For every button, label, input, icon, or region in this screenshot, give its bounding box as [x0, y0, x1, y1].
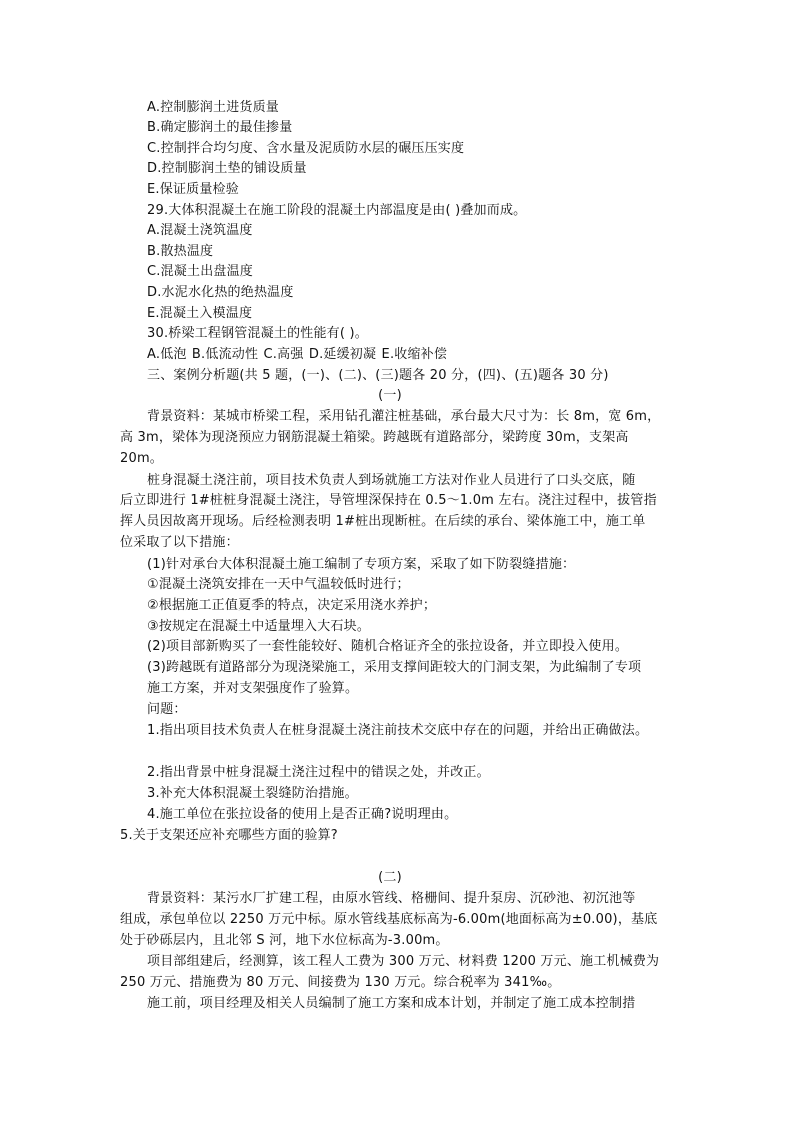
q29-option-b: B.散热温度 — [147, 244, 214, 259]
questions-label: 问题： — [147, 702, 187, 717]
q29-option-e: E.混凝土入模温度 — [147, 306, 253, 321]
case-one-heading: (一) — [378, 388, 402, 403]
option-a-line: A.控制膨润土进货质量 — [147, 100, 279, 115]
q30-options: A.低泡 B.低流动性 C.高强 D.延缓初凝 E.收缩补偿 — [147, 347, 448, 362]
case-two-background-3: 处于砂砾层内，且北邻 S 河，地下水位标高为-3.00m。 — [120, 933, 449, 948]
measure-1: (1)针对承台大体积混凝土施工编制了专项方案，采取了如下防裂缝措施： — [147, 557, 576, 572]
case-two-background-2: 组成，承包单位以 2250 万元中标。原水管线基底标高为-6.00m(地面标高为±0.00)，基底 — [120, 912, 658, 927]
case-one-background-2: 高 3m，梁体为现浇预应力钢筋混凝土箱梁。跨越既有道路部分，梁跨度 30m，支架高 — [120, 430, 629, 445]
case-one-para-2: 后立即进行 1#桩桩身混凝土浇注，导管埋深保持在 0.5～1.0m 左右。浇注过程中，拔管指 — [120, 493, 657, 508]
case-one-para-3: 挥人员因故离开现场。后经检测表明 1#桩出现断桩。在后续的承台、梁体施工中，施工单 — [120, 514, 646, 529]
case-two-para-3: 施工前，项目经理及相关人员编制了施工方案和成本计划，并制定了施工成本控制措 — [147, 996, 636, 1011]
option-d-line: D.控制膨润土垫的铺设质量 — [147, 161, 307, 176]
measure-1-item-1: ①混凝土浇筑安排在一天中气温较低时进行； — [147, 577, 410, 592]
q29-option-d: D.水泥水化热的绝热温度 — [147, 285, 294, 300]
option-c-line: C.控制拌合均匀度、含水量及泥质防水层的碾压压实度 — [147, 141, 465, 156]
q29-option-a: A.混凝土浇筑温度 — [147, 223, 253, 238]
question-30: 30.桥梁工程钢管混凝土的性能有( )。 — [147, 326, 368, 341]
case-one-para-1: 桩身混凝土浇注前，项目技术负责人到场就施工方法对作业人员进行了口头交底，随 — [147, 473, 636, 488]
case-one-question-5: 5.关于支架还应补充哪些方面的验算? — [120, 828, 338, 843]
question-29: 29.大体积混凝土在施工阶段的混凝土内部温度是由( )叠加而成。 — [147, 203, 527, 218]
q29-option-c: C.混凝土出盘温度 — [147, 264, 254, 279]
case-one-background-1: 背景资料：某城市桥梁工程，采用钻孔灌注桩基础，承台最大尺寸为：长 8m，宽 6m， — [147, 409, 661, 424]
case-one-question-4: 4.施工单位在张拉设备的使用上是否正确?说明理由。 — [147, 807, 458, 822]
case-two-background-1: 背景资料：某污水厂扩建工程，由原水管线、格栅间、提升泵房、沉砂池、初沉池等 — [147, 891, 636, 906]
case-one-question-1: 1.指出项目技术负责人在桩身混凝土浇注前技术交底中存在的问题，并给出正确做法。 — [147, 723, 649, 738]
measure-3: (3)跨越既有道路部分为现浇梁施工，采用支撑间距较大的门洞支架，为此编制了专项 — [147, 660, 642, 675]
case-two-heading: (二) — [378, 870, 402, 885]
measure-3-cont: 施工方案，并对支架强度作了验算。 — [147, 681, 359, 696]
case-two-para-2: 250 万元、措施费为 80 万元、间接费为 130 万元。综合税率为 341‰。 — [120, 975, 561, 990]
case-one-question-3: 3.补充大体积混凝土裂缝防治措施。 — [147, 786, 358, 801]
measure-2: (2)项目部新购买了一套性能较好、随机合格证齐全的张拉设备，并立即投入使用。 — [147, 639, 629, 654]
section-three-heading: 三、案例分析题(共 5 题，(一)、(二)、(三)题各 20 分，(四)、(五)题各 30 分) — [147, 368, 609, 383]
measure-1-item-3: ③按规定在混凝土中适量埋入大石块。 — [147, 619, 371, 634]
option-b-line: B.确定膨润土的最佳掺量 — [147, 120, 293, 135]
case-two-para-1: 项目部组建后，经测算，该工程人工费为 300 万元、材料费 1200 万元、施工机械费为 — [147, 954, 660, 969]
case-one-background-3: 20m。 — [120, 451, 164, 466]
measure-1-item-2: ②根据施工正值夏季的特点，决定采用浇水养护； — [147, 598, 437, 613]
option-e-line: E.保证质量检验 — [147, 182, 239, 197]
case-one-para-4: 位采取了以下措施： — [120, 535, 239, 550]
case-one-question-2: 2.指出背景中桩身混凝土浇注过程中的错误之处，并改正。 — [147, 765, 490, 780]
